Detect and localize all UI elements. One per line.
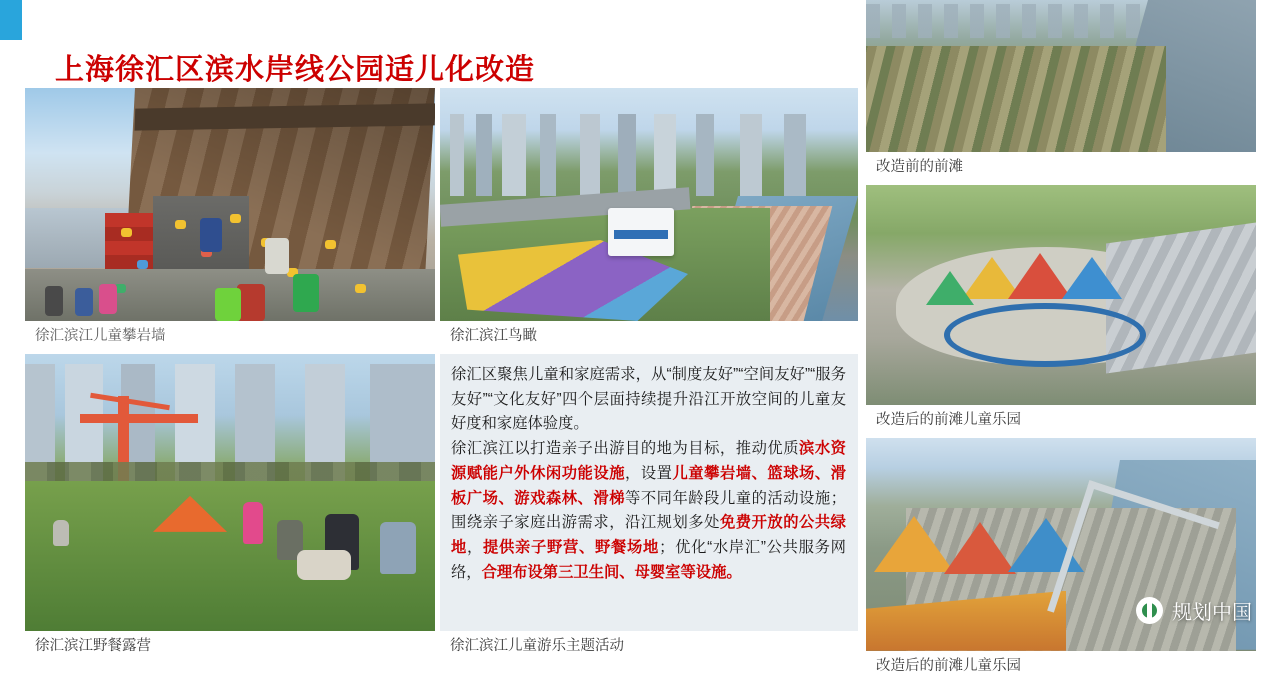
seg-6: ， <box>467 539 484 557</box>
left-column <box>25 88 435 660</box>
city-skyline <box>440 114 858 196</box>
caption-picnic: 徐汇滨江野餐露营 <box>35 637 151 654</box>
child-climber <box>265 238 289 274</box>
seg-4: 等不同年龄段儿童的活动设施；围绕亲子家庭出游需求，沿江规划多处 <box>451 489 846 532</box>
seg-3-highlight: 儿童攀岩墙、篮球场、滑板广场、游戏森林、滑梯 <box>451 464 846 507</box>
child-climber <box>200 218 222 252</box>
caption-after-park: 改造后的前滩儿童乐园 <box>876 411 1021 428</box>
climb-hold <box>121 228 132 237</box>
child-climber <box>293 274 319 312</box>
bare-earth-strips <box>866 46 1166 152</box>
visitor-on-lawn <box>380 522 416 574</box>
service-pavilion <box>608 208 674 256</box>
play-tent-red <box>944 522 1016 574</box>
caption-aerial: 徐汇滨江鸟瞰 <box>450 328 537 344</box>
caption-before: 改造前的前滩 <box>876 159 963 175</box>
accent-block <box>0 0 22 40</box>
child-visitor <box>215 288 241 321</box>
paragraph-1: 徐汇区聚焦儿童和家庭需求，从“制度友好”“空间友好”“服务友好”“文化友好”四个层面持续提升沿江开放空间的儿童友好度和家庭体验度。 <box>451 365 846 433</box>
crane-tie <box>90 393 170 410</box>
caption-climbing-wall: 徐汇滨江儿童攀岩墙 <box>35 328 166 344</box>
child-on-lawn <box>243 502 263 544</box>
watermark-text: 规划中国 <box>1172 602 1252 624</box>
seg-0: 徐汇滨江以打造亲子出游目的地为目标，推动优质 <box>451 440 800 458</box>
photo-aerial-waterfront <box>440 88 858 321</box>
picnic-mat <box>297 550 351 580</box>
right-column <box>866 0 1256 680</box>
adult-visitor <box>75 288 93 316</box>
photo-picnic-lawn <box>25 354 435 631</box>
seg-8: ；优化“水岸汇”公共服务网络， <box>451 539 846 581</box>
seg-7-highlight: 提供亲子野营、野餐场地 <box>483 539 660 557</box>
photo-climbing-wall <box>25 88 435 321</box>
page-title: 上海徐汇区滨水岸线公园适儿化改造 <box>55 54 536 86</box>
watermark <box>1136 596 1252 625</box>
visitor-on-lawn <box>53 520 69 546</box>
climb-hold <box>175 220 186 229</box>
seg-1-highlight: 滨水资源赋能户外休闲功能设施 <box>451 440 846 482</box>
middle-column <box>440 88 858 660</box>
planning-china-logo-icon <box>1136 597 1163 624</box>
body-text-card <box>440 354 858 631</box>
adult-visitor <box>45 286 63 316</box>
child-visitor <box>99 284 117 314</box>
caption-text-block: 徐汇滨江儿童游乐主题活动 <box>450 637 624 654</box>
climb-hold <box>325 240 336 249</box>
caption-after-park-2: 改造后的前滩儿童乐园 <box>876 657 1021 674</box>
play-ring <box>944 303 1146 367</box>
crane-jib <box>80 414 198 423</box>
climb-hold <box>355 284 366 293</box>
play-tent-orange <box>874 516 954 572</box>
play-tent-blue <box>1062 257 1122 299</box>
adult-visitor <box>237 284 265 321</box>
seg-5-highlight: 免费开放的公共绿地 <box>451 514 846 557</box>
photo-after-childrens-park <box>866 185 1256 405</box>
seg-2: ，设置 <box>625 464 673 482</box>
lawn <box>25 481 435 631</box>
climb-hold <box>230 214 241 223</box>
climb-hold <box>137 260 148 269</box>
play-tent-green <box>926 271 974 305</box>
pavilion-signage <box>614 230 668 239</box>
photo-before-qiantan <box>866 0 1256 152</box>
seg-9-highlight: 合理布设第三卫生间、母婴室等设施。 <box>481 563 742 581</box>
orange-slope <box>866 591 1066 651</box>
paragraph-2 <box>451 437 846 586</box>
